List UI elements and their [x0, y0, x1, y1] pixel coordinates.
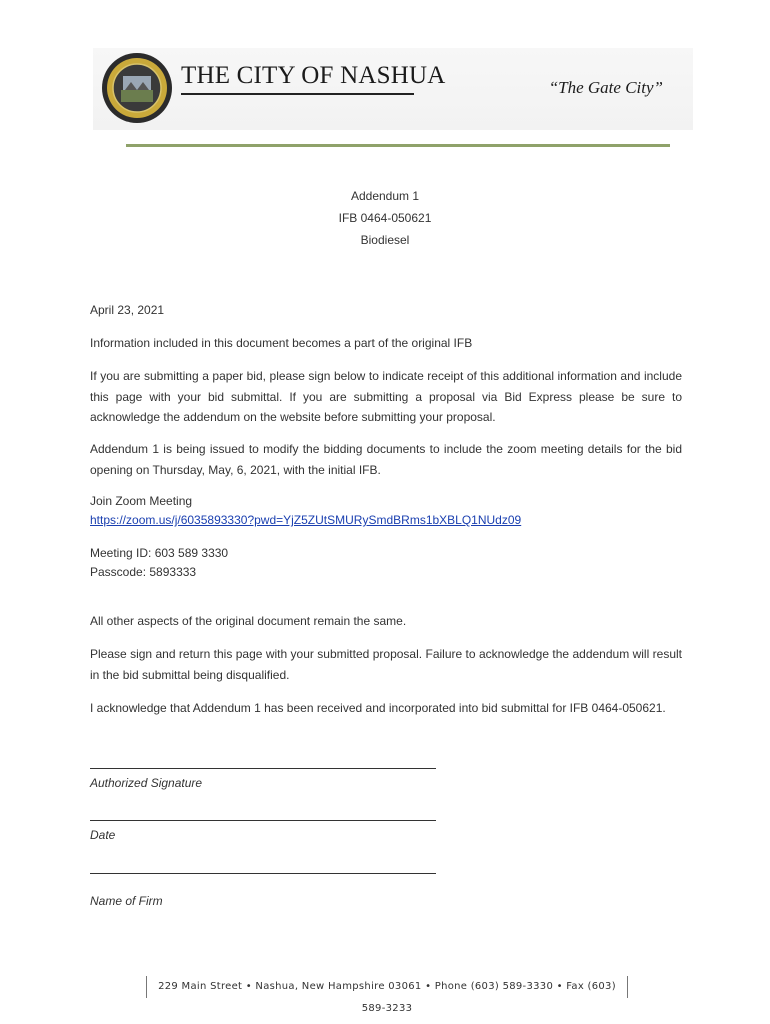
signature-line[interactable] — [90, 768, 436, 769]
meeting-id: Meeting ID: 603 589 3330 — [90, 546, 229, 560]
paragraph-other-aspects: All other aspects of the original document remain the same. — [90, 614, 407, 628]
date-label: Date — [90, 828, 116, 842]
ifb-number: IFB 0464-050621 — [338, 211, 432, 225]
city-name-underline — [181, 93, 414, 95]
signature-label: Authorized Signature — [90, 776, 203, 790]
city-name: THE CITY OF NASHUA — [181, 62, 446, 89]
bid-subject: Biodiesel — [360, 233, 410, 247]
city-seal-icon — [101, 52, 173, 124]
letterhead — [93, 48, 693, 130]
document-date: April 23, 2021 — [90, 303, 165, 317]
header-divider — [126, 144, 670, 147]
paragraph-sign-return: Please sign and return this page with your submitted proposal. Failure to acknowledge the addendum will result in the bid submittal being disqualified. — [90, 647, 682, 682]
meeting-passcode: Passcode: 5893333 — [90, 565, 197, 579]
firm-name-label: Name of Firm — [90, 894, 163, 908]
paragraph-intro: Information included in this document becomes a part of the original IFB — [90, 336, 473, 350]
addendum-title: Addendum 1 — [350, 189, 420, 203]
city-motto: “The Gate City” — [548, 78, 663, 97]
zoom-meeting-link[interactable]: https://zoom.us/j/6035893330?pwd=YjZ5ZUtSMURySmdBRms1bXBLQ1NUdz09 — [90, 513, 522, 527]
paragraph-acknowledgement: I acknowledge that Addendum 1 has been received and incorporated into bid submittal for IFB 0464-050621. — [90, 701, 666, 715]
date-line[interactable] — [90, 820, 436, 821]
zoom-link-line — [90, 510, 682, 531]
footer-address: 229 Main Street • Nashua, New Hampshire 03061 • Phone (603) 589-3330 • Fax (603) 589-3233 — [146, 976, 628, 998]
paragraph-instructions: If you are submitting a paper bid, please sign below to indicate receipt of this additional information and include this page with your bid submittal. If you are submitting a proposal via Bid Express please be sure to acknowledge the addendum on the website before submitting your proposal. — [90, 369, 682, 424]
firm-name-line[interactable] — [90, 873, 436, 874]
paragraph-purpose: Addendum 1 is being issued to modify the bidding documents to include the zoom meeting details for the bid opening on Thursday, May, 6, 2021, with the initial IFB. — [90, 442, 682, 477]
zoom-heading: Join Zoom Meeting — [90, 494, 193, 508]
